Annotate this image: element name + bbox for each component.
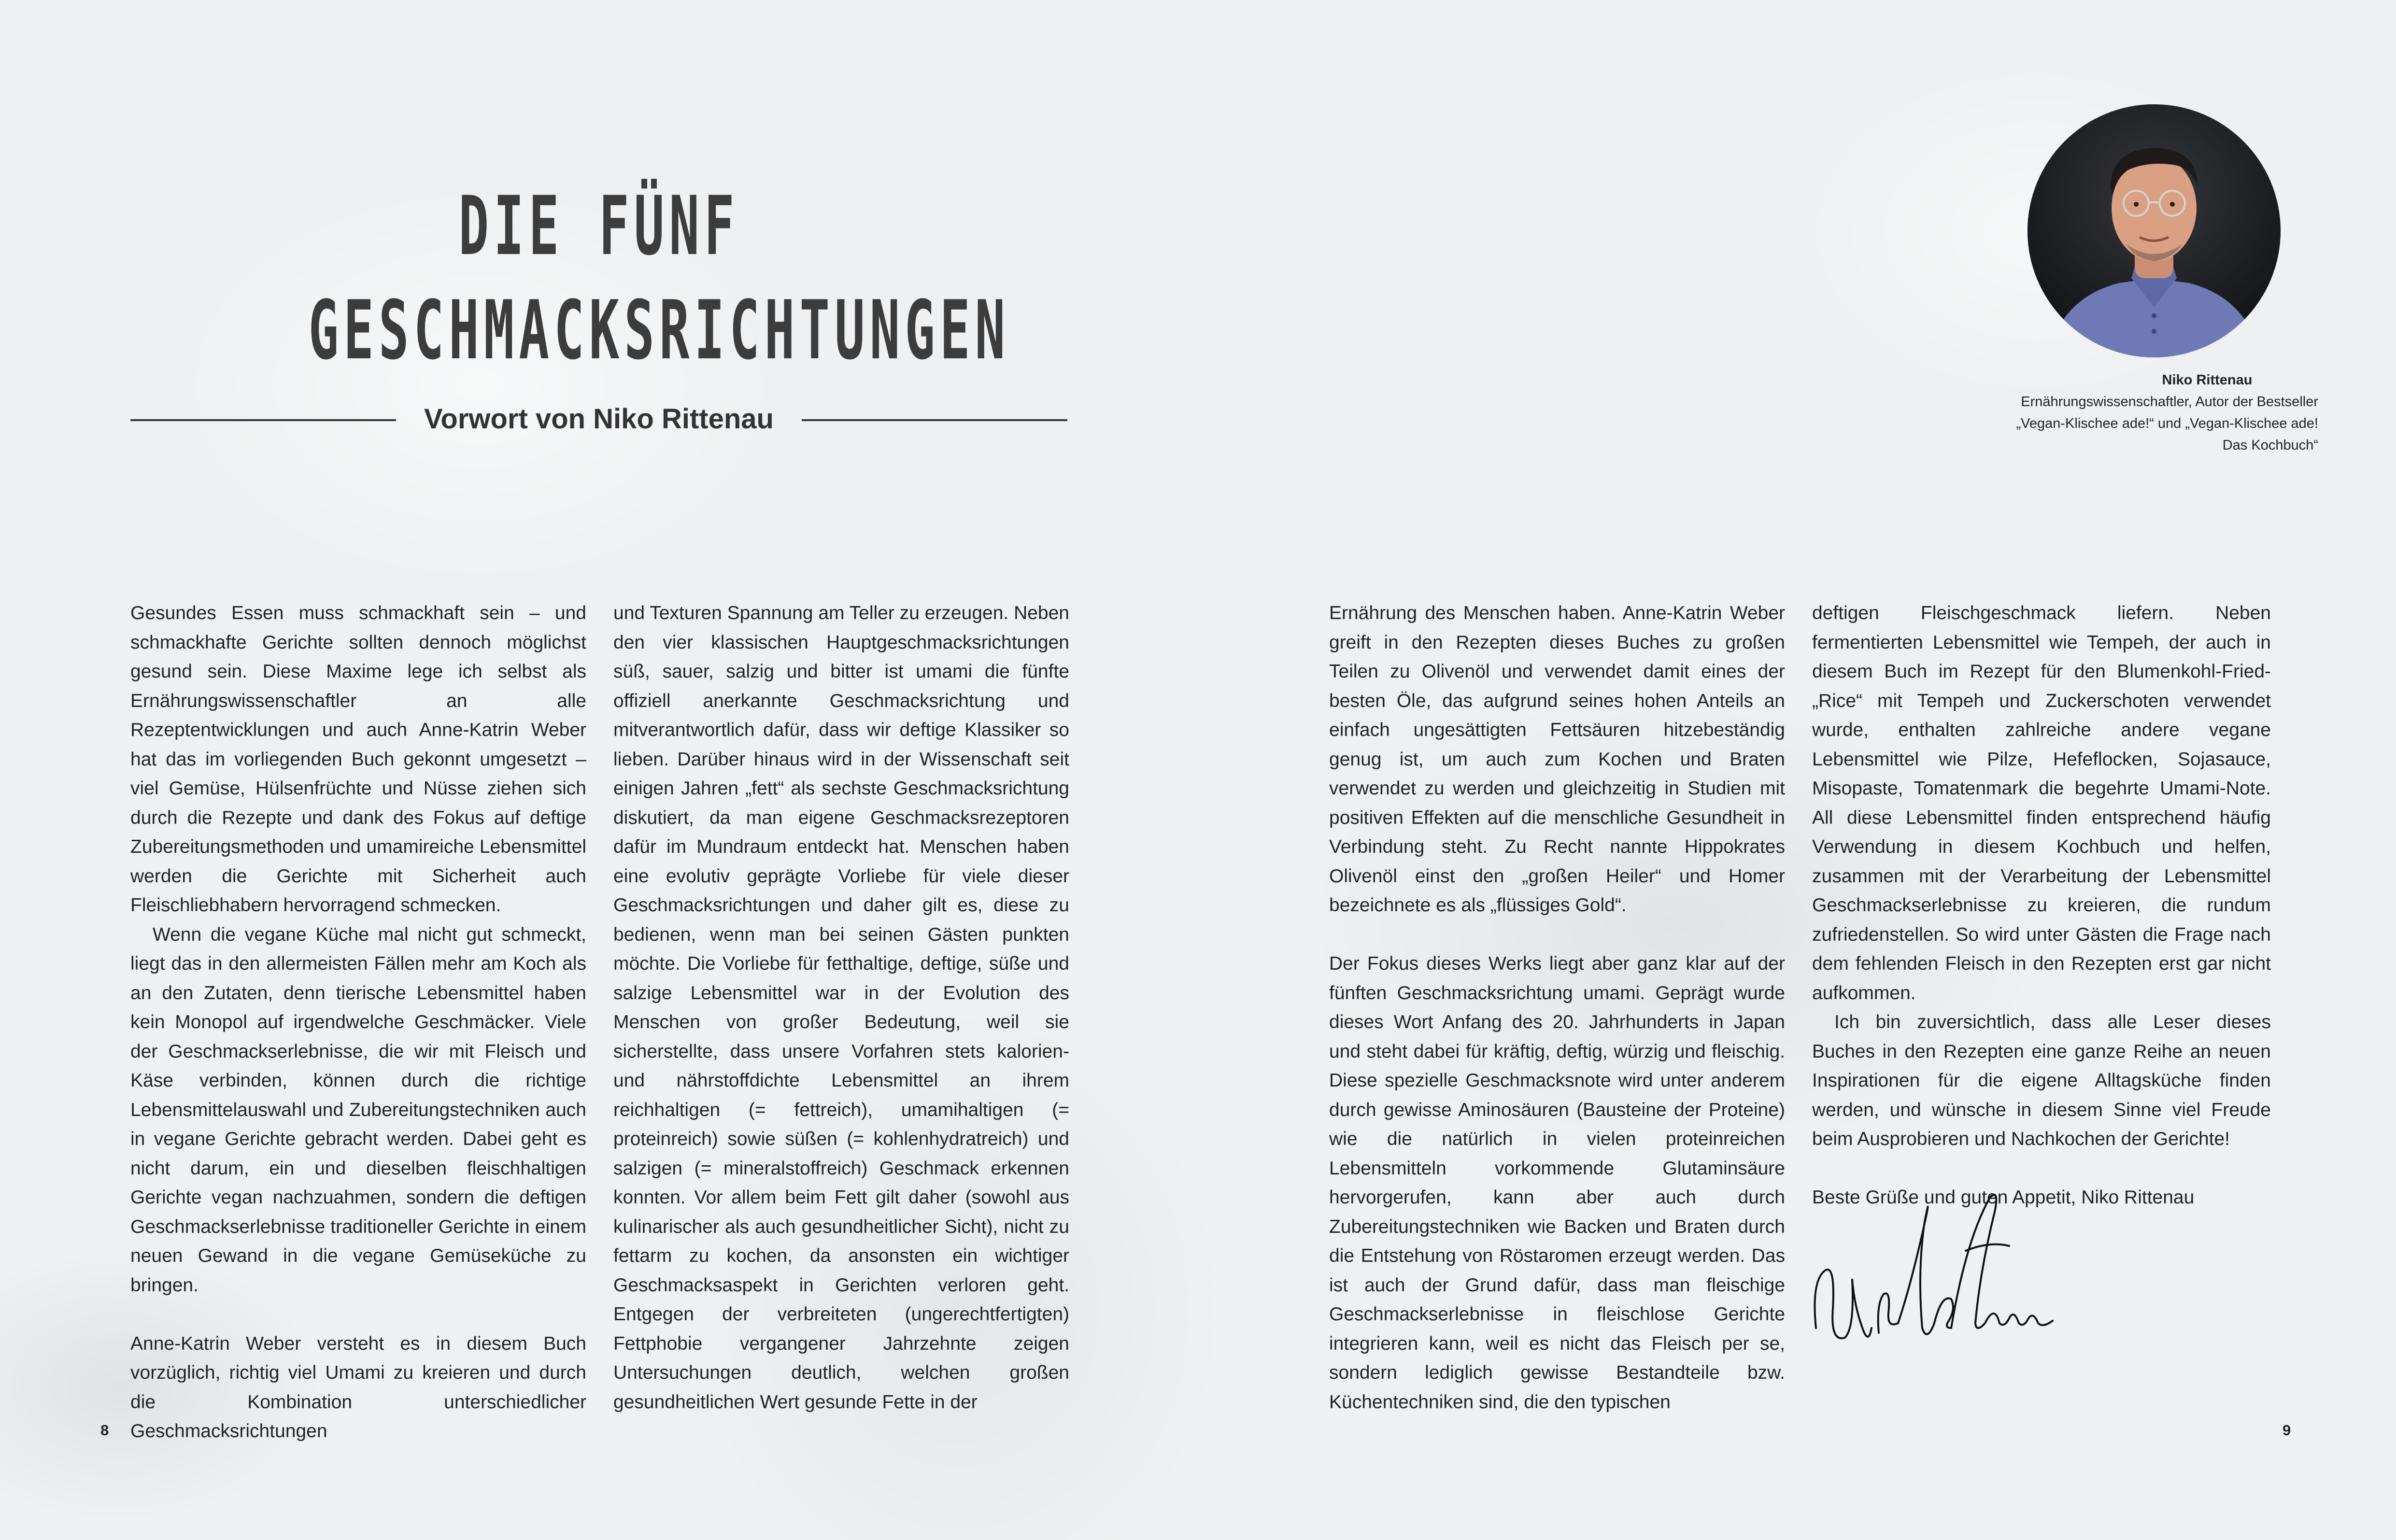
paragraph: Anne-Katrin Weber versteht es in diesem Buch vorzüglich, richtig viel Umami zu kreieren und durch die Kombination unterschiedlicher Geschmacksrichtungen <box>130 1333 586 1441</box>
text-column-3 <box>1329 599 1785 1417</box>
page-number-right: 9 <box>2283 1422 2291 1439</box>
page-number-left: 8 <box>100 1422 109 1439</box>
paragraph: Wenn die vegane Küche mal nicht gut schmeckt, liegt das in den allermeisten Fällen mehr am Koch als an den Zutaten, denn tierische Lebensmittel haben kein Monopol auf irgendwelche Geschmäcker. Viele der Geschmackserlebnisse, die wir mit Fleisch und Käse verbinden, können durch die richtige Lebensmittelauswahl und Zubereitungstechniken auch in vegane Gerichte gebracht werden. Dabei geht es nicht darum, ein und dieselben fleischhaltigen Gerichte vegan nachzuahmen, sondern die deftigen Geschmackserlebnisse traditioneller Gerichte in einem neuen Gewand in die vegane Gemüseküche zu bringen. <box>130 924 586 1296</box>
subtitle-rule-right <box>802 419 1067 421</box>
author-portrait <box>2027 104 2281 357</box>
author-caption-line: Das Kochbuch“ <box>2222 438 2318 453</box>
text-column-2 <box>613 599 1069 1417</box>
signature-image <box>1806 1183 2067 1367</box>
chapter-title-line2: GESCHMACKSRICHTUNGEN <box>308 283 1010 378</box>
author-caption <box>1893 369 2318 456</box>
sign-off: Beste Grüße und guten Appetit, Niko Rittenau <box>1812 1187 2195 1208</box>
author-caption-line: „Vegan-Klischee ade!“ und „Vegan-Klischee ade! <box>2016 416 2318 431</box>
paragraph: und Texturen Spannung am Teller zu erzeugen. Neben den vier klassischen Hauptgeschmacksrichtungen süß, sauer, salzig und bitter ist umami die fünfte offiziell anerkannte Geschmacksrichtung und mitverantwortlich dafür, dass wir deftige Klassiker so lieben. Darüber hinaus wird in der Wissenschaft seit einigen Jahren „fett“ als sechste Geschmacksrichtung diskutiert, da man eigene Geschmacksrezeptoren dafür im Mundraum entdeckt hat. Menschen haben eine evolutiv geprägte Vorliebe für viele dieser Geschmacksrichtungen und daher gilt es, diese zu bedienen, wenn man bei seinen Gästen punkten möchte. Die Vorliebe für fetthaltige, deftige, süße und salzige Lebensmittel war in der Evolution des Menschen von großer Bedeutung, weil sie sicherstellte, dass unsere Vorfahren stets kalorien- und nährstoffdichte Lebensmittel an ihrem reichhaltigen (= fettreich), umamihaltigen (= proteinreich) sowie süßen (= kohlenhydratreich) und salzigen (= mineralstoffreich) Geschmack erkennen konnten. Vor allem beim Fett gilt daher (sowohl aus kulinarischer als auch gesundheitlicher Sicht), nicht zu fettarm zu kochen, da ansonsten ein wichtiger Geschmacksaspekt in Gerichten verloren geht. Entgegen der verbreiteten (ungerechtfertigten) Fettphobie vergangener Jahrzehnte zeigen Untersuchungen deutlich, welchen großen gesundheitlichen Wert gesunde Fette in der <box>613 603 1069 1413</box>
subtitle-rule-left <box>130 419 396 421</box>
text-column-4 <box>1812 599 2271 1213</box>
subtitle-block <box>130 400 1067 438</box>
paragraph: Ich bin zuversichtlich, dass alle Leser dieses Buches in den Rezepten eine ganze Reihe an neuen Inspirationen für die eigene Alltagsküche finden werden, und wünsche in diesem Sinne viel Freude beim Ausprobieren und Nachkochen der Gerichte! <box>1812 1012 2271 1149</box>
paragraph: Ernährung des Menschen haben. Anne-Katrin Weber greift in den Rezepten dieses Buches zu großen Teilen zu Olivenöl und verwendet damit eines der besten Öle, das aufgrund seines hohen Anteils an einfach ungesättigten Fettsäuren hitzebeständig genug ist, um auch zum Kochen und Braten verwendet zu werden und gleichzeitig in Studien mit positiven Effekten auf die menschliche Gesundheit in Verbindung steht. Zu Recht nannte Hippokrates Olivenöl einst den „großen Heiler“ und Homer bezeichnete es als „flüssiges Gold“. <box>1329 603 1785 916</box>
author-caption-line: Ernährungswissenschaftler, Autor der Bestseller <box>2021 394 2318 410</box>
paragraph: deftigen Fleischgeschmack liefern. Neben fermentierten Lebensmittel wie Tempeh, der auch in diesem Buch im Rezept für den Blumenkohl-Fried-„Rice“ mit Tempeh und Zuckerschoten verwendet wurde, enthalten zahlreiche andere vegane Lebensmittel wie Pilze, Hefeflocken, Sojasauce, Misopaste, Tomatenmark die begehrte Umami-Note. All diese Lebensmittel finden entsprechend häufig Verwendung in diesem Kochbuch und helfen, zusammen mit der Verarbeitung der Lebensmittel Geschmackserlebnisse zu kreieren, die rundum zufriedenstellen. So wird unter Gästen die Frage nach dem fehlenden Fleisch in den Rezepten erst gar nicht aufkommen. <box>1812 603 2271 1003</box>
paragraph: Der Fokus dieses Werks liegt aber ganz klar auf der fünften Geschmacksrichtung umami. Geprägt wurde dieses Wort Anfang des 20. Jahrhunderts in Japan und steht dabei für kräftig, deftig, würzig und fleischig. Diese spezielle Geschmacksnote wird unter anderem durch gewisse Aminosäuren (Bausteine der Proteine) wie die natürlich in vielen proteinreichen Lebensmitteln vorkommende Glutaminsäure hervorgerufen, kann aber auch durch Zubereitungstechniken wie Backen und Braten durch die Entstehung von Röstaromen erzeugt werden. Das ist auch der Grund dafür, dass man fleischige Geschmackserlebnisse in fleischlose Gerichte integrieren kann, weil es nicht das Fleisch per se, sondern lediglich gewisse Bestandteile bzw. Küchentechniken sind, die den typischen <box>1329 953 1785 1413</box>
author-name: Niko Rittenau <box>2162 372 2253 388</box>
subtitle: Vorwort von Niko Rittenau <box>424 403 774 435</box>
chapter-title <box>308 174 1010 382</box>
paragraph: Gesundes Essen muss schmackhaft sein – und schmackhafte Gerichte sollten dennoch möglichst gesund sein. Diese Maxime lege ich selbst als Ernährungswissenschaftler an alle Rezeptentwicklungen und auch Anne-Katrin Weber hat das im vorliegenden Buch gekonnt umgesetzt – viel Gemüse, Hülsenfrüchte und Nüsse ziehen sich durch die Rezepte und dank des Fokus auf deftige Zubereitungsmethoden und umamireiche Lebensmittel werden die Gerichte mit Sicherheit auch Fleischliebhabern hervorragend schmecken. <box>130 603 586 916</box>
text-column-1 <box>130 599 586 1446</box>
chapter-title-line1: DIE FÜNF <box>458 179 739 273</box>
